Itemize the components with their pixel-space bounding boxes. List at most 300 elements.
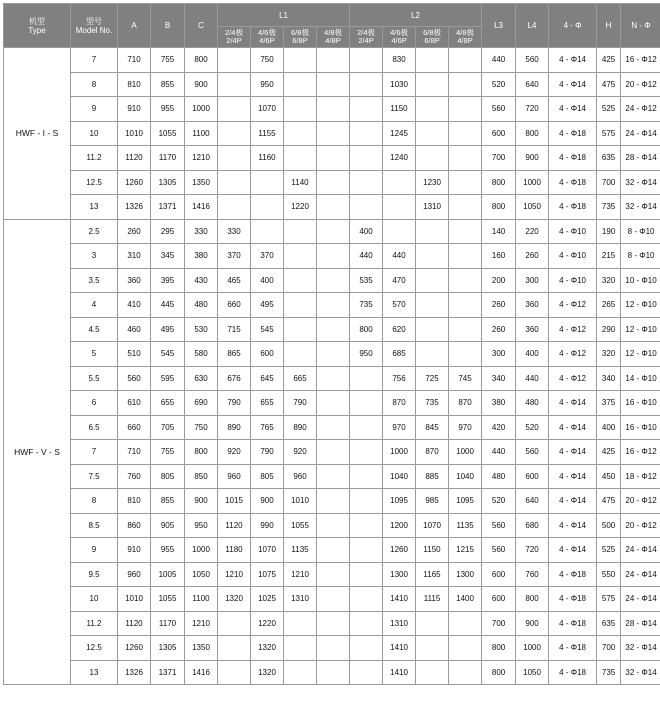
value-cell bbox=[350, 366, 383, 391]
value-cell bbox=[317, 72, 350, 97]
table-row bbox=[4, 268, 660, 293]
value-cell: 32 - Φ14 bbox=[621, 636, 660, 661]
value-cell: 560 bbox=[482, 97, 516, 122]
value-cell: 600 bbox=[482, 562, 516, 587]
value-cell: 910 bbox=[118, 97, 151, 122]
table-row bbox=[4, 611, 660, 636]
table-row bbox=[4, 538, 660, 563]
value-cell: 12 - Φ10 bbox=[621, 317, 660, 342]
value-cell: 570 bbox=[383, 293, 416, 318]
value-cell: 265 bbox=[597, 293, 621, 318]
value-cell: 20 - Φ12 bbox=[621, 489, 660, 514]
value-cell: 1210 bbox=[185, 611, 218, 636]
value-cell: 400 bbox=[597, 415, 621, 440]
value-cell bbox=[317, 342, 350, 367]
value-cell: 1015 bbox=[218, 489, 251, 514]
value-cell: 4 - Φ14 bbox=[549, 415, 597, 440]
value-cell: 595 bbox=[151, 366, 185, 391]
value-cell: 1140 bbox=[284, 170, 317, 195]
value-cell: 805 bbox=[251, 464, 284, 489]
value-cell: 830 bbox=[383, 48, 416, 73]
value-cell bbox=[350, 513, 383, 538]
value-cell bbox=[284, 97, 317, 122]
value-cell: 1180 bbox=[218, 538, 251, 563]
value-cell: 1070 bbox=[416, 513, 449, 538]
header-holes: 4 - Φ bbox=[549, 4, 597, 48]
value-cell: 660 bbox=[118, 415, 151, 440]
value-cell: 4 - Φ10 bbox=[549, 244, 597, 269]
value-cell: 360 bbox=[118, 268, 151, 293]
table-row bbox=[4, 72, 660, 97]
value-cell: 860 bbox=[118, 513, 151, 538]
value-cell: 20 - Φ12 bbox=[621, 513, 660, 538]
value-cell: 1260 bbox=[383, 538, 416, 563]
value-cell: 745 bbox=[449, 366, 482, 391]
value-cell: 1050 bbox=[516, 660, 549, 685]
value-cell: 800 bbox=[516, 121, 549, 146]
value-cell bbox=[449, 72, 482, 97]
value-cell: 1030 bbox=[383, 72, 416, 97]
value-cell: 1070 bbox=[251, 97, 284, 122]
value-cell: 1000 bbox=[185, 97, 218, 122]
value-cell: 960 bbox=[218, 464, 251, 489]
value-cell: 800 bbox=[482, 636, 516, 661]
table-row bbox=[4, 48, 660, 73]
value-cell: 1230 bbox=[416, 170, 449, 195]
value-cell bbox=[317, 293, 350, 318]
value-cell bbox=[284, 268, 317, 293]
value-cell bbox=[317, 97, 350, 122]
value-cell: 4 - Φ14 bbox=[549, 440, 597, 465]
model-cell: 10 bbox=[71, 121, 118, 146]
value-cell: 8 - Φ10 bbox=[621, 219, 660, 244]
model-cell: 8 bbox=[71, 72, 118, 97]
value-cell: 500 bbox=[597, 513, 621, 538]
model-cell: 12.5 bbox=[71, 636, 118, 661]
value-cell: 680 bbox=[516, 513, 549, 538]
value-cell: 810 bbox=[118, 72, 151, 97]
value-cell: 1010 bbox=[118, 587, 151, 612]
value-cell: 24 - Φ14 bbox=[621, 538, 660, 563]
value-cell: 1210 bbox=[284, 562, 317, 587]
value-cell: 24 - Φ14 bbox=[621, 587, 660, 612]
value-cell bbox=[317, 611, 350, 636]
value-cell: 320 bbox=[597, 268, 621, 293]
value-cell: 420 bbox=[482, 415, 516, 440]
value-cell bbox=[317, 391, 350, 416]
value-cell: 845 bbox=[416, 415, 449, 440]
header-l2-48p: 4/8极 4/8P bbox=[449, 27, 482, 48]
table-row bbox=[4, 121, 660, 146]
value-cell: 1155 bbox=[251, 121, 284, 146]
value-cell bbox=[317, 464, 350, 489]
model-cell: 9.5 bbox=[71, 562, 118, 587]
value-cell bbox=[416, 660, 449, 685]
value-cell: 520 bbox=[482, 489, 516, 514]
value-cell bbox=[218, 195, 251, 220]
value-cell bbox=[218, 146, 251, 171]
value-cell: 1326 bbox=[118, 660, 151, 685]
value-cell bbox=[350, 538, 383, 563]
value-cell: 1410 bbox=[383, 660, 416, 685]
value-cell: 295 bbox=[151, 219, 185, 244]
value-cell bbox=[383, 219, 416, 244]
model-cell: 12.5 bbox=[71, 170, 118, 195]
value-cell bbox=[416, 611, 449, 636]
value-cell: 660 bbox=[218, 293, 251, 318]
value-cell: 4 - Φ18 bbox=[549, 562, 597, 587]
value-cell: 790 bbox=[218, 391, 251, 416]
value-cell: 12 - Φ10 bbox=[621, 342, 660, 367]
model-cell: 13 bbox=[71, 660, 118, 685]
value-cell bbox=[284, 48, 317, 73]
value-cell: 545 bbox=[251, 317, 284, 342]
value-cell: 1000 bbox=[383, 440, 416, 465]
model-cell: 3 bbox=[71, 244, 118, 269]
value-cell: 4 - Φ18 bbox=[549, 170, 597, 195]
value-cell bbox=[350, 587, 383, 612]
value-cell bbox=[449, 48, 482, 73]
value-cell: 1245 bbox=[383, 121, 416, 146]
value-cell: 1410 bbox=[383, 636, 416, 661]
value-cell bbox=[284, 219, 317, 244]
value-cell: 620 bbox=[383, 317, 416, 342]
value-cell: 1215 bbox=[449, 538, 482, 563]
value-cell: 1120 bbox=[118, 146, 151, 171]
value-cell: 1320 bbox=[251, 660, 284, 685]
value-cell: 855 bbox=[151, 72, 185, 97]
value-cell: 855 bbox=[151, 489, 185, 514]
value-cell: 720 bbox=[516, 538, 549, 563]
value-cell: 1000 bbox=[516, 636, 549, 661]
value-cell bbox=[317, 219, 350, 244]
value-cell: 655 bbox=[151, 391, 185, 416]
value-cell: 1010 bbox=[284, 489, 317, 514]
value-cell: 1371 bbox=[151, 195, 185, 220]
value-cell: 1210 bbox=[218, 562, 251, 587]
header-l2: L2 bbox=[350, 4, 482, 27]
header-model: 型号 Model No. bbox=[71, 4, 118, 48]
value-cell: 450 bbox=[597, 464, 621, 489]
value-cell bbox=[251, 195, 284, 220]
value-cell: 920 bbox=[218, 440, 251, 465]
header-l4: L4 bbox=[516, 4, 549, 48]
value-cell bbox=[284, 293, 317, 318]
model-cell: 7.5 bbox=[71, 464, 118, 489]
value-cell: 475 bbox=[597, 72, 621, 97]
value-cell: 370 bbox=[218, 244, 251, 269]
value-cell: 800 bbox=[516, 587, 549, 612]
header-b: B bbox=[151, 4, 185, 48]
value-cell: 1260 bbox=[118, 170, 151, 195]
model-cell: 11.2 bbox=[71, 611, 118, 636]
value-cell bbox=[350, 464, 383, 489]
value-cell: 24 - Φ14 bbox=[621, 562, 660, 587]
model-cell: 8 bbox=[71, 489, 118, 514]
value-cell: 950 bbox=[251, 72, 284, 97]
value-cell: 495 bbox=[251, 293, 284, 318]
value-cell: 1070 bbox=[251, 538, 284, 563]
value-cell: 800 bbox=[482, 660, 516, 685]
value-cell: 440 bbox=[482, 440, 516, 465]
value-cell: 380 bbox=[185, 244, 218, 269]
value-cell: 985 bbox=[416, 489, 449, 514]
value-cell bbox=[218, 72, 251, 97]
value-cell bbox=[317, 489, 350, 514]
dimension-table bbox=[3, 3, 660, 685]
value-cell: 12 - Φ10 bbox=[621, 293, 660, 318]
header-l1-46p: 4/6极 4/6P bbox=[251, 27, 284, 48]
header-a: A bbox=[118, 4, 151, 48]
value-cell: 220 bbox=[516, 219, 549, 244]
value-cell: 1000 bbox=[185, 538, 218, 563]
value-cell: 1260 bbox=[118, 636, 151, 661]
value-cell: 545 bbox=[151, 342, 185, 367]
value-cell bbox=[350, 611, 383, 636]
value-cell: 580 bbox=[185, 342, 218, 367]
value-cell bbox=[284, 636, 317, 661]
value-cell bbox=[218, 636, 251, 661]
value-cell: 32 - Φ14 bbox=[621, 660, 660, 685]
value-cell bbox=[449, 121, 482, 146]
value-cell bbox=[251, 219, 284, 244]
value-cell bbox=[416, 48, 449, 73]
value-cell bbox=[218, 611, 251, 636]
value-cell: 4 - Φ18 bbox=[549, 587, 597, 612]
value-cell bbox=[317, 440, 350, 465]
model-cell: 8.5 bbox=[71, 513, 118, 538]
value-cell: 1120 bbox=[218, 513, 251, 538]
value-cell bbox=[317, 195, 350, 220]
value-cell bbox=[350, 195, 383, 220]
value-cell bbox=[317, 366, 350, 391]
value-cell: 765 bbox=[251, 415, 284, 440]
model-cell: 2.5 bbox=[71, 219, 118, 244]
value-cell: 1040 bbox=[449, 464, 482, 489]
value-cell: 1120 bbox=[118, 611, 151, 636]
value-cell: 4 - Φ18 bbox=[549, 121, 597, 146]
value-cell bbox=[416, 342, 449, 367]
value-cell bbox=[416, 72, 449, 97]
value-cell: 885 bbox=[416, 464, 449, 489]
value-cell: 1300 bbox=[383, 562, 416, 587]
value-cell: 1320 bbox=[251, 636, 284, 661]
value-cell bbox=[284, 342, 317, 367]
value-cell: 4 - Φ12 bbox=[549, 317, 597, 342]
value-cell: 1050 bbox=[516, 195, 549, 220]
value-cell bbox=[350, 146, 383, 171]
value-cell: 4 - Φ14 bbox=[549, 48, 597, 73]
value-cell: 510 bbox=[118, 342, 151, 367]
value-cell bbox=[416, 121, 449, 146]
header-l1-24p: 2/4极 2/4P bbox=[218, 27, 251, 48]
value-cell: 990 bbox=[251, 513, 284, 538]
value-cell: 1010 bbox=[118, 121, 151, 146]
value-cell: 8 - Φ10 bbox=[621, 244, 660, 269]
header-l1-48p: 4/8极 4/8P bbox=[317, 27, 350, 48]
value-cell: 4 - Φ14 bbox=[549, 464, 597, 489]
value-cell bbox=[449, 660, 482, 685]
value-cell bbox=[218, 97, 251, 122]
value-cell: 1150 bbox=[416, 538, 449, 563]
value-cell: 810 bbox=[118, 489, 151, 514]
value-cell: 4 - Φ14 bbox=[549, 538, 597, 563]
value-cell bbox=[350, 440, 383, 465]
value-cell: 480 bbox=[185, 293, 218, 318]
header-l1: L1 bbox=[218, 4, 350, 27]
table-row bbox=[4, 415, 660, 440]
value-cell: 1350 bbox=[185, 636, 218, 661]
value-cell: 1135 bbox=[284, 538, 317, 563]
value-cell bbox=[449, 146, 482, 171]
value-cell: 395 bbox=[151, 268, 185, 293]
value-cell: 550 bbox=[597, 562, 621, 587]
value-cell bbox=[317, 587, 350, 612]
value-cell: 760 bbox=[516, 562, 549, 587]
value-cell: 340 bbox=[597, 366, 621, 391]
value-cell: 900 bbox=[251, 489, 284, 514]
value-cell bbox=[284, 244, 317, 269]
value-cell: 600 bbox=[482, 587, 516, 612]
value-cell: 535 bbox=[350, 268, 383, 293]
value-cell: 16 - Φ12 bbox=[621, 48, 660, 73]
value-cell: 475 bbox=[597, 489, 621, 514]
header-l1-68p: 6/8极 6/8P bbox=[284, 27, 317, 48]
value-cell: 805 bbox=[151, 464, 185, 489]
value-cell bbox=[383, 195, 416, 220]
model-cell: 11.2 bbox=[71, 146, 118, 171]
value-cell: 360 bbox=[516, 293, 549, 318]
model-cell: 3.5 bbox=[71, 268, 118, 293]
table-row bbox=[4, 342, 660, 367]
value-cell bbox=[218, 170, 251, 195]
table-row bbox=[4, 513, 660, 538]
value-cell: 4 - Φ14 bbox=[549, 391, 597, 416]
value-cell bbox=[449, 342, 482, 367]
value-cell: 1326 bbox=[118, 195, 151, 220]
value-cell: 960 bbox=[284, 464, 317, 489]
value-cell: 530 bbox=[185, 317, 218, 342]
model-cell: 10 bbox=[71, 587, 118, 612]
value-cell: 1310 bbox=[416, 195, 449, 220]
value-cell: 800 bbox=[482, 170, 516, 195]
value-cell: 340 bbox=[482, 366, 516, 391]
value-cell bbox=[284, 72, 317, 97]
value-cell: 710 bbox=[118, 440, 151, 465]
model-cell: 6.5 bbox=[71, 415, 118, 440]
value-cell bbox=[284, 660, 317, 685]
value-cell bbox=[317, 660, 350, 685]
value-cell: 32 - Φ14 bbox=[621, 195, 660, 220]
value-cell: 640 bbox=[516, 489, 549, 514]
value-cell bbox=[317, 538, 350, 563]
value-cell: 760 bbox=[118, 464, 151, 489]
value-cell: 955 bbox=[151, 538, 185, 563]
header-c: C bbox=[185, 4, 218, 48]
value-cell: 4 - Φ14 bbox=[549, 513, 597, 538]
value-cell: 4 - Φ18 bbox=[549, 195, 597, 220]
value-cell bbox=[350, 72, 383, 97]
value-cell bbox=[218, 121, 251, 146]
model-cell: 9 bbox=[71, 97, 118, 122]
value-cell: 755 bbox=[151, 440, 185, 465]
value-cell: 310 bbox=[118, 244, 151, 269]
value-cell: 610 bbox=[118, 391, 151, 416]
header-h: H bbox=[597, 4, 621, 48]
value-cell: 1055 bbox=[151, 121, 185, 146]
value-cell: 575 bbox=[597, 587, 621, 612]
value-cell: 1160 bbox=[251, 146, 284, 171]
table-row bbox=[4, 219, 660, 244]
value-cell: 560 bbox=[118, 366, 151, 391]
table-row bbox=[4, 587, 660, 612]
value-cell: 1115 bbox=[416, 587, 449, 612]
value-cell bbox=[449, 97, 482, 122]
value-cell: 330 bbox=[185, 219, 218, 244]
value-cell bbox=[317, 268, 350, 293]
value-cell: 470 bbox=[383, 268, 416, 293]
value-cell: 655 bbox=[251, 391, 284, 416]
value-cell: 735 bbox=[350, 293, 383, 318]
value-cell bbox=[350, 415, 383, 440]
value-cell: 430 bbox=[185, 268, 218, 293]
value-cell bbox=[284, 317, 317, 342]
value-cell: 1400 bbox=[449, 587, 482, 612]
value-cell: 460 bbox=[118, 317, 151, 342]
table-row bbox=[4, 562, 660, 587]
value-cell: 260 bbox=[118, 219, 151, 244]
value-cell: 950 bbox=[185, 513, 218, 538]
value-cell bbox=[284, 611, 317, 636]
value-cell: 1095 bbox=[449, 489, 482, 514]
value-cell: 800 bbox=[350, 317, 383, 342]
value-cell: 700 bbox=[597, 170, 621, 195]
value-cell: 400 bbox=[350, 219, 383, 244]
value-cell bbox=[449, 636, 482, 661]
value-cell: 600 bbox=[516, 464, 549, 489]
value-cell: 735 bbox=[597, 660, 621, 685]
value-cell: 1320 bbox=[218, 587, 251, 612]
value-cell: 560 bbox=[516, 440, 549, 465]
value-cell bbox=[416, 244, 449, 269]
value-cell: 750 bbox=[185, 415, 218, 440]
value-cell: 440 bbox=[383, 244, 416, 269]
value-cell bbox=[350, 48, 383, 73]
value-cell: 400 bbox=[516, 342, 549, 367]
header-l2-24p: 2/4极 2/4P bbox=[350, 27, 383, 48]
value-cell bbox=[350, 562, 383, 587]
value-cell: 520 bbox=[516, 415, 549, 440]
value-cell: 800 bbox=[482, 195, 516, 220]
value-cell: 260 bbox=[482, 293, 516, 318]
value-cell: 900 bbox=[516, 611, 549, 636]
value-cell bbox=[449, 317, 482, 342]
value-cell: 495 bbox=[151, 317, 185, 342]
value-cell: 4 - Φ14 bbox=[549, 72, 597, 97]
table-row bbox=[4, 195, 660, 220]
value-cell: 14 - Φ10 bbox=[621, 366, 660, 391]
value-cell: 1100 bbox=[185, 587, 218, 612]
value-cell: 700 bbox=[482, 146, 516, 171]
value-cell: 345 bbox=[151, 244, 185, 269]
value-cell: 950 bbox=[350, 342, 383, 367]
value-cell: 1305 bbox=[151, 170, 185, 195]
value-cell: 560 bbox=[482, 538, 516, 563]
table-row bbox=[4, 489, 660, 514]
value-cell: 900 bbox=[185, 489, 218, 514]
value-cell bbox=[350, 97, 383, 122]
value-cell: 630 bbox=[185, 366, 218, 391]
